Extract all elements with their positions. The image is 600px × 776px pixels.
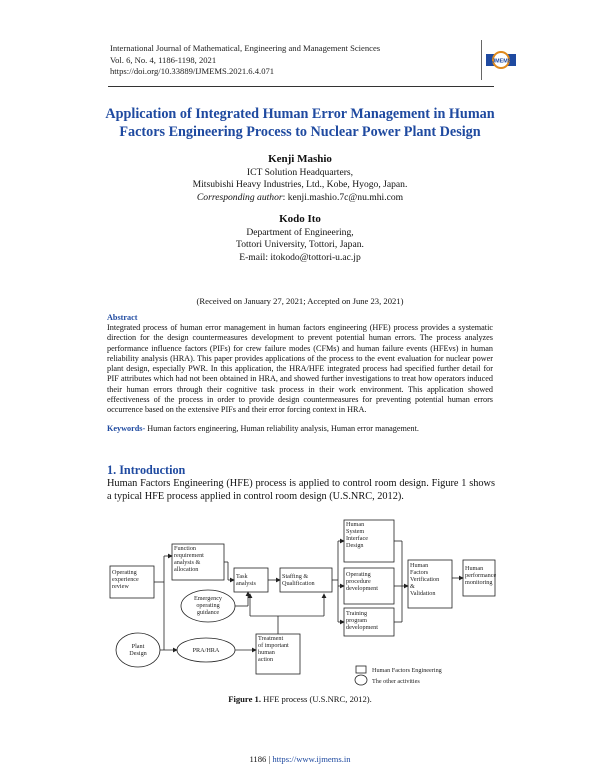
author-email[interactable]: E-mail: itokodo@tottori-u.ac.jp	[239, 251, 361, 263]
training-dev-label: development	[346, 624, 378, 631]
hf-verification-label: &	[410, 583, 415, 590]
performance-monitoring-label: monitoring	[465, 579, 493, 586]
emergency-guidance-label: Emergency	[193, 595, 223, 602]
received-dates: (Received on January 27, 2021; Accepted on June 23, 2021)	[196, 296, 404, 306]
doi-link[interactable]: https://doi.org/10.33889/IJMEMS.2021.6.4.071	[110, 66, 275, 76]
training-dev-label: Training	[346, 610, 368, 617]
figure-caption	[100, 694, 500, 704]
pra-hra-label: PRA/HRA	[192, 647, 220, 654]
treatment-label: action	[258, 656, 274, 663]
journal-logo	[486, 50, 516, 70]
legend-hfe-label: Human Factors Engineering	[372, 667, 442, 674]
plant-design-label: Plant	[131, 643, 145, 650]
corresponding-label: Corresponding author	[196, 191, 283, 203]
performance-monitoring-label: Human	[465, 565, 484, 572]
author-block-2	[100, 212, 500, 264]
function-requirement-label: analysis &	[174, 559, 201, 566]
operating-experience-label: experience	[112, 576, 139, 583]
keywords-text: Human factors engineering, Human reliability analysis, Human error management.	[145, 424, 419, 433]
abstract-heading: Abstract	[107, 313, 138, 322]
author-affiliation: Mitsubishi Heavy Industries, Ltd., Kobe, Hyogo, Japan.	[192, 179, 408, 191]
hf-verification-label: Factors	[410, 569, 429, 576]
hfe-process-figure	[108, 516, 498, 688]
author-block-1	[100, 152, 500, 204]
caption-text: HFE process (U.S.NRC, 2012).	[261, 694, 372, 704]
keywords	[107, 424, 493, 434]
section-heading: 1. Introduction	[107, 463, 186, 477]
performance-monitoring-label: performance	[465, 572, 497, 579]
caption-label: Figure 1.	[228, 694, 261, 704]
keywords-label: Keywords-	[107, 424, 146, 433]
author-affiliation: Department of Engineering,	[246, 227, 354, 238]
logo-text: IJMEMS	[490, 58, 512, 65]
hf-verification-label: Verification	[410, 576, 440, 583]
staffing-label: Qualification	[282, 580, 315, 587]
legend-other-label: The other activities	[372, 678, 420, 685]
function-requirement-label: requirement	[174, 552, 204, 559]
legend-ellipse	[355, 675, 367, 685]
treatment-label: human	[258, 649, 275, 656]
journal-header	[110, 43, 380, 78]
task-analysis-label: analysis	[236, 580, 256, 587]
treatment-label: Treatment	[258, 635, 284, 642]
title-line-1: Application of Integrated Human Error Management in Human	[105, 106, 495, 122]
procedure-dev-label: Operating	[346, 571, 371, 578]
header-rule	[108, 86, 494, 87]
hf-verification-label: Validation	[410, 590, 436, 597]
corresponding-email[interactable]: : kenji.mashio.7c@nu.mhi.com	[282, 191, 404, 203]
hsi-design-label: Interface	[346, 535, 368, 542]
hsi-design-label: Design	[346, 542, 364, 549]
legend-box	[356, 666, 366, 673]
intro-paragraph: Human Factors Engineering (HFE) process is applied to control room design. Figure 1 shows a typical HFE process applied in control room design (U.S.NRC, 2012).	[107, 478, 495, 502]
author-affiliation: ICT Solution Headquarters,	[246, 167, 354, 178]
journal-url[interactable]: https://www.ijmems.in	[272, 754, 351, 764]
emergency-guidance-label: guidance	[196, 609, 220, 616]
hsi-design-label: Human	[346, 521, 365, 528]
plant-design-label: Design	[129, 650, 147, 657]
journal-name: International Journal of Mathematical, Engineering and Management Sciences	[110, 43, 381, 53]
procedure-dev-label: development	[346, 585, 378, 592]
training-dev-label: program	[346, 617, 367, 624]
paper-title	[100, 106, 500, 141]
journal-volume: Vol. 6, No. 4, 1186-1198, 2021	[110, 54, 217, 65]
function-requirement-label: allocation	[174, 566, 199, 573]
hsi-design-label: System	[346, 528, 365, 535]
operating-experience-label: Operating	[112, 569, 137, 576]
task-analysis-label: Task	[236, 573, 248, 580]
abstract-text: Integrated process of human error management in human factors engineering (HFE) process provides a systematic direction for the design countermeasures development to prevent potential human errors. The process analyzes performance influence factors (PIFs) for crew failure modes (CFMs) and human failure events (HFEvs) in human reliability analysis (HRA). This paper provides applications of the process to the event evaluation for nuclear power plant design, especially PWR. In this application, the HRA/HFE integrated process had specified further detail for PIF attributes which had not been obtained in HRA, and showed further investigations to treat how operators induced their human errors through their cognitive task process in their work environment. This application showed effectiveness of the process in order to provide design countermeasures for preventing potential human errors occurrence based on the extensive PIFs and their error forcing context in HRA.	[107, 323, 493, 415]
author-name: Kodo Ito	[279, 213, 321, 225]
procedure-dev-label: procedure	[346, 578, 371, 585]
hf-verification-label: Human	[410, 562, 429, 569]
author-name: Kenji Mashio	[268, 153, 332, 165]
function-requirement-label: Function	[174, 545, 197, 552]
header-divider	[481, 40, 482, 80]
operating-experience-label: review	[112, 583, 129, 590]
treatment-label: of important	[258, 642, 289, 649]
page-footer	[100, 754, 500, 764]
author-email	[100, 192, 500, 204]
page-number: 1186 |	[249, 754, 273, 764]
title-line-2: Factors Engineering Process to Nuclear Power Plant Design	[119, 123, 481, 140]
staffing-label: Staffing &	[282, 573, 309, 580]
emergency-guidance-label: operating	[196, 602, 220, 609]
author-affiliation: Tottori University, Tottori, Japan.	[236, 239, 364, 251]
